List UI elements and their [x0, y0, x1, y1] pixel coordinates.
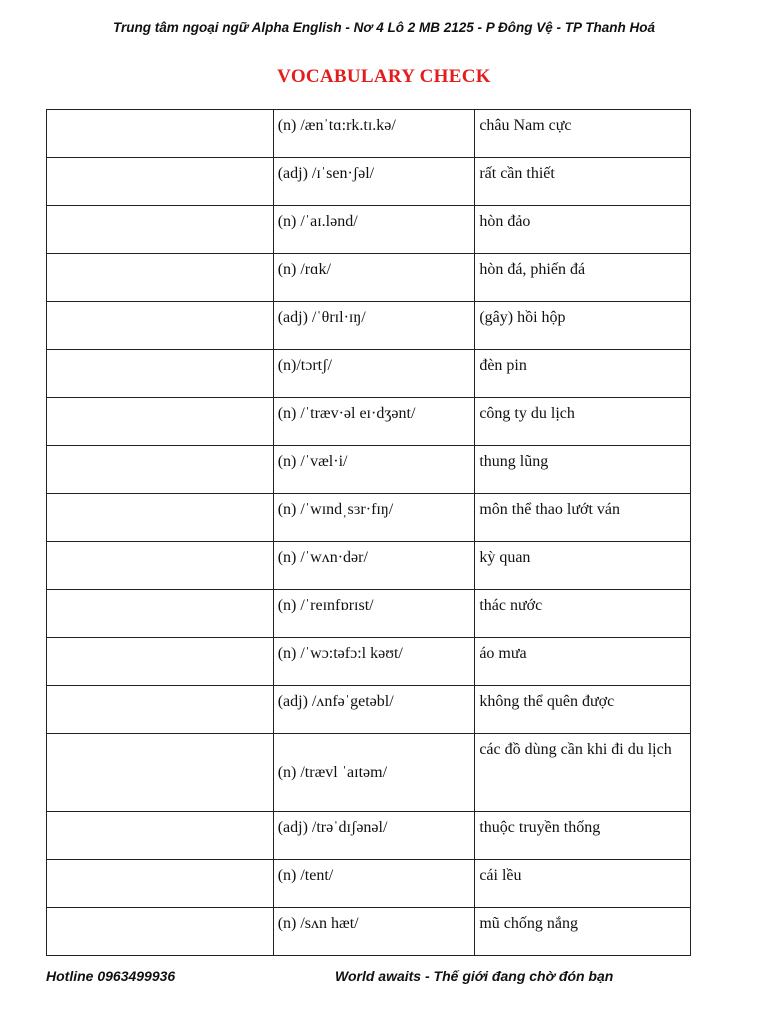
pronunciation-cell: (n) /ˈwɔ:təfɔ:l kəʊt/: [273, 638, 475, 686]
table-row: [47, 350, 691, 398]
meaning-cell: (gây) hồi hộp: [475, 302, 691, 350]
meaning-cell: hòn đá, phiến đá: [475, 254, 691, 302]
table-row: [47, 734, 691, 812]
meaning-cell: các đồ dùng cần khi đi du lịch: [475, 734, 691, 812]
word-cell: [47, 686, 274, 734]
pronunciation-cell: (n) /sʌn hæt/: [273, 908, 475, 956]
word-cell: [47, 734, 274, 812]
word-cell: [47, 254, 274, 302]
word-cell: [47, 302, 274, 350]
pronunciation-cell: (n) /ˈwʌn·dər/: [273, 542, 475, 590]
meaning-cell: áo mưa: [475, 638, 691, 686]
word-cell: [47, 110, 274, 158]
table-row: [47, 686, 691, 734]
word-cell: [47, 350, 274, 398]
word-cell: [47, 398, 274, 446]
pronunciation-cell: (n) /ˈtræv·əl eɪ·dʒənt/: [273, 398, 475, 446]
meaning-cell: mũ chống nắng: [475, 908, 691, 956]
page-header: Trung tâm ngoại ngữ Alpha English - Nơ 4 Lô 2 MB 2125 - P Đông Vệ - TP Thanh Hoá: [113, 20, 655, 35]
pronunciation-cell: (n) /ˈvæl·i/: [273, 446, 475, 494]
meaning-cell: rất cần thiết: [475, 158, 691, 206]
pronunciation-cell: (adj) /ˈθrɪl·ɪŋ/: [273, 302, 475, 350]
table-row: [47, 446, 691, 494]
meaning-cell: châu Nam cực: [475, 110, 691, 158]
meaning-cell: hòn đảo: [475, 206, 691, 254]
pronunciation-cell: (adj) /ʌnfəˈgetəbl/: [273, 686, 475, 734]
footer-slogan: World awaits - Thế giới đang chờ đón bạn: [335, 968, 614, 984]
table-row: [47, 590, 691, 638]
word-cell: [47, 908, 274, 956]
table-row: [47, 860, 691, 908]
table-row: [47, 908, 691, 956]
meaning-cell: thuộc truyền thống: [475, 812, 691, 860]
pronunciation-cell: (n) /trævl ˈaɪtəm/: [273, 734, 475, 812]
word-cell: [47, 812, 274, 860]
table-row: [47, 206, 691, 254]
pronunciation-cell: (n) /ˈaɪ.lənd/: [273, 206, 475, 254]
word-cell: [47, 446, 274, 494]
meaning-cell: thung lũng: [475, 446, 691, 494]
pronunciation-cell: (n) /rɑk/: [273, 254, 475, 302]
meaning-cell: công ty du lịch: [475, 398, 691, 446]
meaning-cell: đèn pin: [475, 350, 691, 398]
word-cell: [47, 158, 274, 206]
table-row: [47, 638, 691, 686]
meaning-cell: thác nước: [475, 590, 691, 638]
table-row: [47, 302, 691, 350]
meaning-cell: kỳ quan: [475, 542, 691, 590]
meaning-cell: cái lều: [475, 860, 691, 908]
table-row: [47, 812, 691, 860]
page-title: VOCABULARY CHECK: [277, 66, 491, 87]
word-cell: [47, 494, 274, 542]
footer-hotline: Hotline 0963499936: [46, 968, 176, 984]
pronunciation-cell: (n)/tɔrtʃ/: [273, 350, 475, 398]
table-row: [47, 254, 691, 302]
table-row: [47, 494, 691, 542]
word-cell: [47, 590, 274, 638]
pronunciation-cell: (n) /ˈwɪndˌsɜr·fɪŋ/: [273, 494, 475, 542]
word-cell: [47, 638, 274, 686]
table-row: [47, 398, 691, 446]
pronunciation-cell: (n) /ˈreɪnfɒrɪst/: [273, 590, 475, 638]
vocabulary-table-body: [47, 110, 691, 956]
pronunciation-cell: (n) /ænˈtɑ:rk.tɪ.kə/: [273, 110, 475, 158]
word-cell: [47, 206, 274, 254]
word-cell: [47, 860, 274, 908]
meaning-cell: môn thể thao lướt ván: [475, 494, 691, 542]
pronunciation-cell: (n) /tent/: [273, 860, 475, 908]
table-row: [47, 110, 691, 158]
vocabulary-table: [46, 109, 691, 956]
word-cell: [47, 542, 274, 590]
meaning-cell: không thể quên được: [475, 686, 691, 734]
pronunciation-cell: (adj) /trəˈdɪʃənəl/: [273, 812, 475, 860]
table-row: [47, 158, 691, 206]
pronunciation-cell: (adj) /ɪˈsen·ʃəl/: [273, 158, 475, 206]
table-row: [47, 542, 691, 590]
